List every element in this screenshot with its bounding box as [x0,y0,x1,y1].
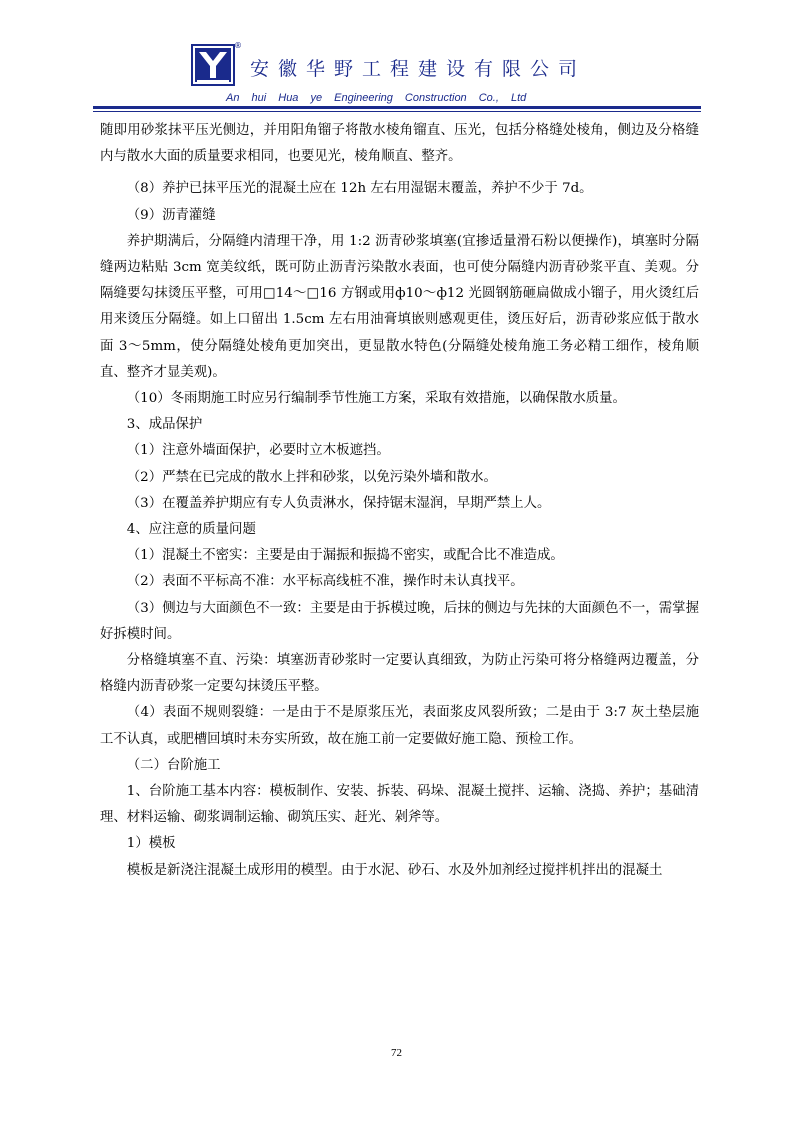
header-divider-thick [93,106,701,109]
page-number: 72 [391,1047,402,1059]
body-paragraph: （3）侧边与大面颜色不一致：主要是由于拆模过晚，后抹的侧边与先抹的大面颜色不一，需掌握好拆模时间。 [100,600,699,642]
section-heading: 4、应注意的质量问题 [126,522,256,538]
section-heading: 1）模板 [126,836,176,852]
header-divider-thin [93,111,701,112]
body-paragraph: （4）表面不规则裂缝：一是由于不是原浆压光，表面浆皮风裂所致；二是由于 3:7 灰土垫层施工不认真，或肥槽回填时未夯实所致，故在施工前一定要做好施工隐、预检工作。 [100,705,699,747]
section-heading: （二）台阶施工 [126,757,221,773]
document-body [100,118,699,884]
body-paragraph: 模板是新浇注混凝土成形用的模型。由于水泥、砂石、水及外加剂经过搅拌机拌出的混凝土 [126,862,663,878]
company-logo-icon [191,44,235,86]
company-name-cn: 安徽华野工程建设有限公司 [250,58,587,80]
page-header [0,0,793,112]
section-heading: （9）沥青灌缝 [126,207,216,223]
body-paragraph: 1、台阶施工基本内容：模板制作、安装、拆装、码垛、混凝土搅拌、运输、浇捣、养护；基础清理、材料运输、砌浆调制运输、砌筑压实、赶光、剁斧等。 [100,784,699,826]
body-paragraph: （3）在覆盖养护期应有专人负责淋水，保持锯末湿润，早期严禁上人。 [126,495,551,511]
section-heading: 3、成品保护 [126,417,203,433]
body-paragraph: 分格缝填塞不直、污染：填塞沥青砂浆时一定要认真细致，为防止污染可将分格缝两边覆盖，分格缝内沥青砂浆一定要勾抹烫压平整。 [100,653,699,695]
body-paragraph: 随即用砂浆抹平压光侧边，并用阳角镏子将散水棱角镏直、压光，包括分格缝处棱角，侧边及分格缝内与散水大面的质量要求相同，也要见光，棱角顺直、整齐。 [100,123,699,165]
body-paragraph: （2）表面不平标高不准：水平标高线桩不准，操作时未认真找平。 [126,574,524,590]
body-paragraph: 养护期满后，分隔缝内清理干净，用 1:2 沥青砂浆填塞(宜掺适量滑石粉以便操作)，填塞时分隔缝两边粘贴 3cm 宽美纹纸，既可防止沥青污染散水表面，也可使分隔缝内沥青砂浆平直、美观。分隔缝要勾抹烫压平整，可用□14～□16 方钢或用ф10～ф12 光圆钢筋砸扁做成小镏子，用火烫红后用来烫压分隔缝。如上口留出 1.5cm 左右用油膏填嵌则感观更佳，烫压好后，沥青砂浆应低于散水面 3～5mm，使分隔缝处棱角更加突出，更显散水特色(分隔缝处棱角施工务必精工细作，棱角顺直、整齐才显美观)。 [100,233,699,380]
body-paragraph: （2）严禁在已完成的散水上拌和砂浆，以免污染外墙和散水。 [126,469,497,485]
body-paragraph: （10）冬雨期施工时应另行编制季节性施工方案，采取有效措施，以确保散水质量。 [126,391,626,407]
registered-mark: ® [234,41,242,50]
body-paragraph: （1）混凝土不密实：主要是由于漏振和振捣不密实，或配合比不准造成。 [126,548,564,564]
company-name-en: An hui Hua ye Engineering Construction Co., Ltd [226,92,527,104]
body-paragraph: （8）养护已抹平压光的混凝土应在 12h 左右用湿锯末覆盖，养护不少于 7d。 [126,181,593,197]
body-paragraph: （1）注意外墙面保护，必要时立木板遮挡。 [126,443,390,459]
